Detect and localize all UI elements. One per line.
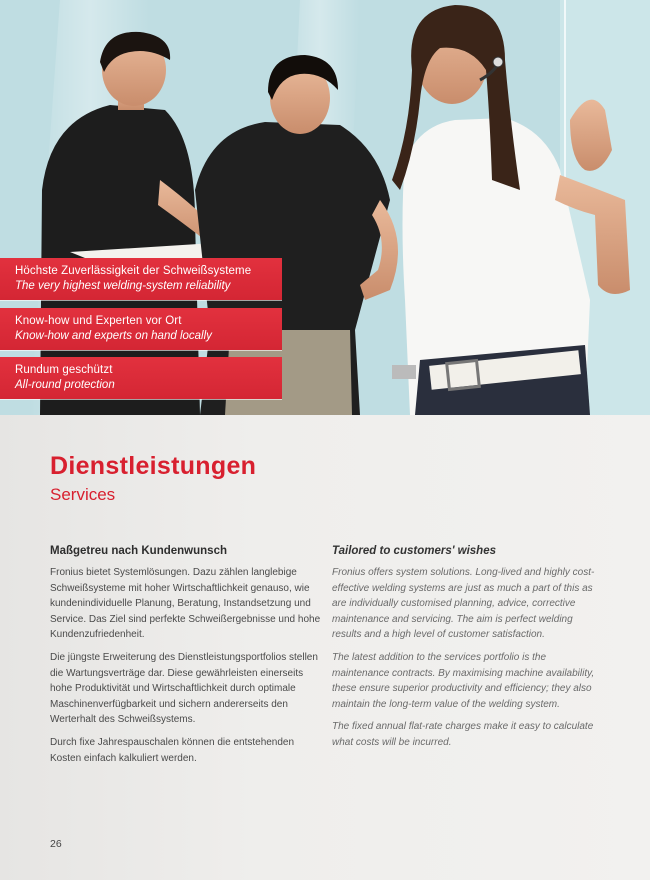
- german-text-column: [50, 545, 322, 773]
- banner-reliability-de: Höchste Zuverlässigkeit der Schweißsysteme: [15, 265, 252, 277]
- banner-protection-de: Rundum geschützt: [15, 364, 113, 376]
- english-paragraph: The latest addition to the services portfolio is the maintenance contracts. By maximising machine availability, these ensure superior productivity and efficiency; they also maintain the long-term value of the welding system.: [332, 651, 595, 710]
- banner-reliability: [0, 258, 282, 300]
- hero-photo: [0, 0, 650, 415]
- banner-know-how-en: Know-how and experts on hand locally: [15, 330, 212, 342]
- banner-know-how: [0, 308, 282, 350]
- german-section-heading: Maßgetreu nach Kundenwunsch: [50, 545, 227, 557]
- german-paragraph: Die jüngste Erweiterung des Dienstleistungsportfolios stellen die Wartungsverträge dar. Diese gewährleisten einerseits hohe Produktivität und Wirtschaftlichkeit durch optimale Maschinenverfügbarkeit und sichern andererseits den Werterhalt des Schweißsystems.: [50, 651, 318, 726]
- english-paragraph: The fixed annual flat-rate charges make it easy to calculate what costs will be incurred.: [332, 721, 594, 748]
- german-paragraph: Fronius bietet Systemlösungen. Dazu zählen langlebige Schweißsysteme mit hoher Wirtschaftlichkeit genauso, wie kundenindividuelle Planung, Beratung, Instandsetzung und Service. Das Ziel sind perfekte Schweißergebnisse und hohe Kundenzufriedenheit.: [50, 567, 321, 641]
- banner-protection-en: All-round protection: [15, 379, 115, 391]
- german-paragraph: Durch fixe Jahrespauschalen können die entstehenden Kosten einfach kalkuliert werden.: [50, 736, 295, 764]
- english-paragraph: Fronius offers system solutions. Long-lived and highly cost-effective welding systems are just as much a part of this as are individually customised planning, advice, corrective maintenance and servicing. The aim is perfect welding results and a high level of customer satisfaction.: [332, 567, 595, 641]
- page-number: 26: [50, 838, 62, 850]
- banner-know-how-de: Know-how und Experten vor Ort: [15, 315, 182, 327]
- page-title: Dienstleistungen: [50, 452, 257, 480]
- banner-reliability-en: The very highest welding-system reliability: [15, 280, 231, 292]
- page-subtitle: Services: [50, 485, 116, 504]
- english-section-heading: Tailored to customers' wishes: [332, 545, 496, 557]
- english-text-column: [332, 545, 602, 758]
- hero-illustration: [0, 0, 650, 415]
- banner-protection: [0, 357, 282, 399]
